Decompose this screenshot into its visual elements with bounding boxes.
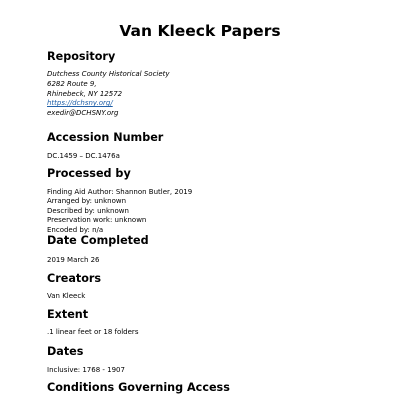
- repository-city: Rhinebeck, NY 12572: [47, 89, 123, 98]
- processed-preservation: Preservation work: unknown: [47, 216, 147, 224]
- creators-value: Van Kleeck: [47, 292, 86, 300]
- dates-heading: Dates: [47, 345, 84, 358]
- repository-email: exedir@DCHSNY.org: [47, 108, 119, 117]
- accession-value: DC.1459 – DC.1476a: [47, 152, 120, 160]
- access-heading: Conditions Governing Access: [47, 381, 230, 394]
- date-completed-value: 2019 March 26: [47, 256, 100, 264]
- dates-value: Inclusive: 1768 - 1907: [47, 365, 125, 374]
- extent-heading: Extent: [47, 308, 89, 321]
- repository-link[interactable]: https://dchsny.org/: [47, 99, 113, 107]
- document-title: Van Kleeck Papers: [119, 22, 281, 40]
- creators-heading: Creators: [47, 272, 102, 285]
- repository-street: 6282 Route 9,: [47, 80, 97, 88]
- processed-encoded: Encoded by: n/a: [47, 225, 104, 234]
- extent-value: .1 linear feet or 18 folders: [47, 328, 139, 336]
- accession-heading: Accession Number: [47, 131, 164, 144]
- processed-heading: Processed by: [47, 167, 131, 180]
- processed-arranged: Arranged by: unknown: [47, 197, 127, 205]
- repository-heading: Repository: [47, 50, 116, 63]
- repository-name: Dutchess County Historical Society: [47, 70, 170, 78]
- processed-described: Described by: unknown: [47, 206, 129, 215]
- date-completed-heading: Date Completed: [47, 234, 149, 247]
- processed-author: Finding Aid Author: Shannon Butler, 2019: [47, 187, 193, 196]
